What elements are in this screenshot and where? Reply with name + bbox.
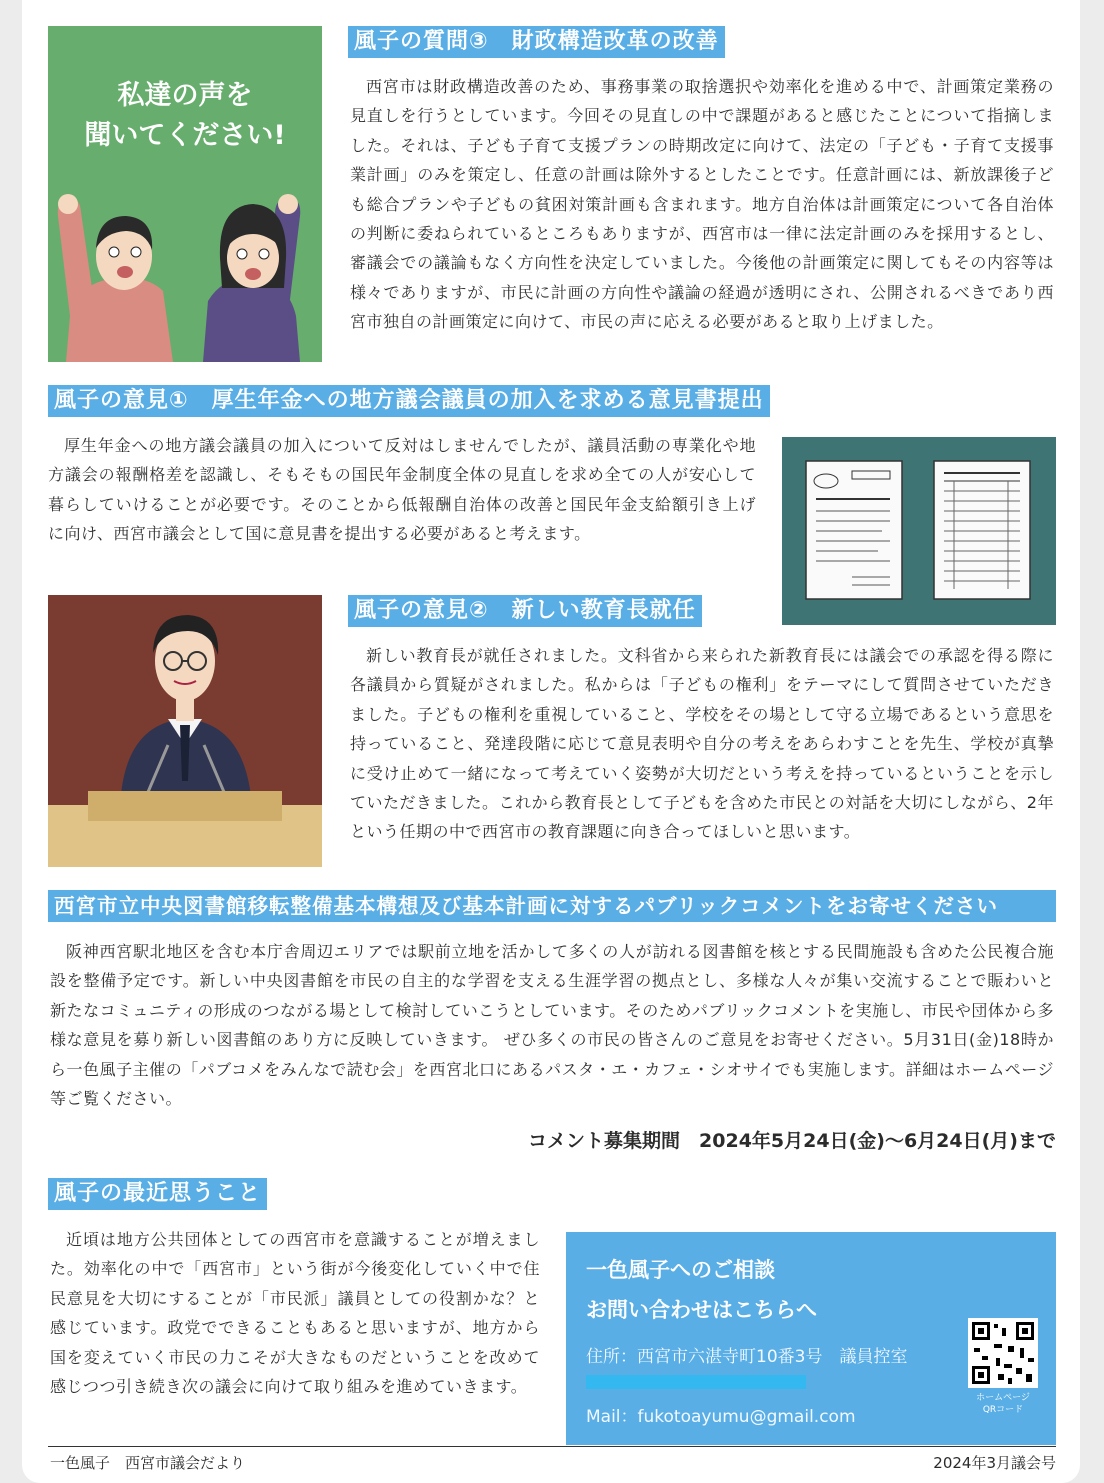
section-body-recent-thoughts: 近頃は地方公共団体としての西宮市を意識することが増えました。効率化の中で「西宮市」という街が今後変化していく中で住民意見を大切にすることが「市民派」議員としての役割かな？と感じています。政党でできることもあると思いますが、地方から国を変えていく市民の力こそが大きなものだということを改めて感じつつ引き続き次の議会に向けて取り組みを進めていきます。: [50, 1230, 540, 1397]
footer-left: 一色風子 西宮市議会だより: [50, 1454, 246, 1472]
slogan-line-1: 私達の声を: [117, 80, 253, 111]
footer-divider: [48, 1446, 1056, 1447]
qr-caption: [960, 1392, 1046, 1416]
section-body-public-comment: 阪神西宮駅北地区を含む本庁舎周辺エリアでは駅前立地を活かして多くの人が訪れる図書館を核とする民間施設も含めた公民複合施設を整備予定です。新しい中央図書館を市民の自主的な学習を支える生涯学習の拠点とし、多様な人々が集い交流することで賑わいと新たなコミュニティの形成のつながる場として検討していこうとしています。そのためパブリックコメントを実施し、市民や団体から多様な意見を募り新しい図書館のあり方に反映していきます。 ぜひ多くの市民の皆さんのご意見をお寄せください。5月31日(金)18時から一色風子主催の「パブコメをみんなで読む会」を西宮北口にあるパスタ・エ・カフェ・シオサイでも実施します。詳細はホームページ等ご覧ください。: [50, 942, 1054, 1109]
documents-illustration: [782, 437, 1056, 625]
section-body-opinion-1: 厚生年金への地方議会議員の加入について反対はしませんでしたが、議員活動の専業化や地方議会の報酬格差を認識し、そもそもの国民年金制度全体の見直しを求め全ての人が安心して暮らしていけることが必要です。そのことから低報酬自治体の改善と国民年金支給額引き上げに向け、西宮市議会として国に意見書を提出する必要があると考えます。: [48, 436, 756, 544]
citizens-illustration: [48, 26, 322, 362]
documents-drawing: [782, 437, 1056, 625]
contact-title-line-1: 一色風子へのご相談: [586, 1258, 775, 1282]
slogan-line-2: 聞いてください!: [84, 120, 286, 151]
contact-email[interactable]: Mail：fukotoayumu@gmail.com: [586, 1407, 856, 1427]
redacted-phone: [586, 1375, 806, 1389]
people-drawing: [48, 26, 322, 362]
qr-code-graphic: [968, 1318, 1038, 1388]
section-heading-question-3: 風子の質問③ 財政構造改革の改善: [348, 26, 725, 58]
speaker-drawing: [48, 595, 322, 867]
section-body-question-3: 西宮市は財政構造改善のため、事務事業の取捨選択や効率化を進める中で、計画策定業務の見直しを行うとしています。今回その見直しの中で課題があると感じたことについて指摘しました。それは、子ども子育て支援プランの時期改定に向けて、法定の「子ども・子育て支援事業計画」のみを策定し、任意の計画は除外するとしたことです。任意計画には、新放課後子ども総合プランや子どもの貧困対策計画も含まれます。地方自治体は計画策定について各自治体の判断に委ねられているところもありますが、西宮市は一律に法定計画のみを採用するとし、審議会での議論もなく方向性を決定していました。今後他の計画策定に関してもその内容等は様々でありますが、市民に計画の方向性や議論の経過が透明にされ、公開されるべきであり西宮市独自の計画策定に向けて、市民の声に応える必要があると取り上げました。: [350, 77, 1054, 332]
section-heading-opinion-1: 風子の意見① 厚生年金への地方議会議員の加入を求める意見書提出: [48, 385, 770, 417]
section-heading-recent-thoughts: 風子の最近思うこと: [48, 1178, 267, 1210]
contact-address: 住所：西宮市六湛寺町10番3号 議員控室: [586, 1347, 908, 1367]
section-heading-public-comment: 西宮市立中央図書館移転整備基本構想及び基本計画に対するパブリックコメントをお寄せください: [48, 890, 1056, 922]
section-heading-opinion-2: 風子の意見② 新しい教育長就任: [348, 595, 702, 627]
footer-right: 2024年3月議会号: [933, 1454, 1056, 1472]
qr-code-icon[interactable]: [968, 1318, 1038, 1388]
qr-caption-line-1: ホームページ: [976, 1393, 1030, 1403]
contact-box: [566, 1232, 1056, 1445]
speaker-illustration: [48, 595, 322, 867]
section-body-opinion-2: 新しい教育長が就任されました。文科省から来られた新教育長には議会での承認を得る際に各議員から質疑がされました。私からは「子どもの権利」をテーマにして質問させていただきました。子どもの権利を重視していること、学校をその場として守る立場であるという意思を持っていること、発達段階に応じて意見表明や自分の考えをあらわすことを先生、学校が真摯に受け止めて一緒になって考えていく姿勢が大切だという考えを持っているということを示していただきました。これから教育長として子どもを含めた市民との対話を大切にしながら、2年という任期の中で西宮市の教育課題に向き合ってほしいと思います。: [350, 646, 1054, 842]
newsletter-page: [22, 0, 1080, 1483]
comment-period: コメント募集期間 2024年5月24日(金)～6月24日(月)まで: [528, 1130, 1056, 1152]
contact-title-line-2: お問い合わせはこちらへ: [586, 1298, 817, 1322]
qr-caption-line-2: QRコード: [982, 1405, 1024, 1415]
